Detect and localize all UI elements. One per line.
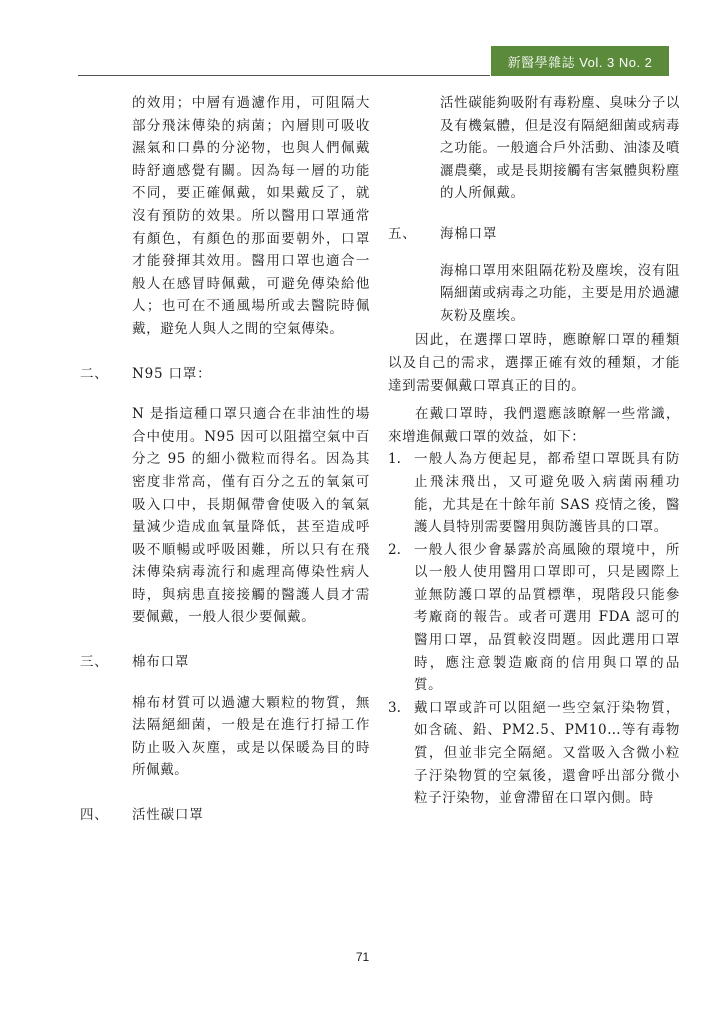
left-column xyxy=(80,92,370,827)
section-3-number: 三、 xyxy=(80,654,109,671)
list-item xyxy=(388,539,680,697)
list-item-number: 3. xyxy=(388,699,401,716)
section-2-title: N95 口罩： xyxy=(132,365,212,382)
section-4-body: 活性碳能夠吸附有毒粉塵、臭味分子以及有機氣體，但是沒有隔絕細菌或病毒之功能。一般適合戶外活動、油漆及噴灑農藥，或是長期接觸有害氣體與粉塵的人所佩戴。 xyxy=(440,95,680,202)
journal-title: 新醫學雜誌 Vol. 3 No. 2 xyxy=(507,54,653,70)
section-5-title: 海棉口罩 xyxy=(440,225,498,242)
selection-paragraph: 因此，在選擇口罩時，應瞭解口罩的種類以及自己的需求，選擇正確有效的種類，才能達到需要佩戴口罩真正的目的。 xyxy=(388,332,680,394)
section-2-body: N 是指這種口罩只適合在非油性的場合中使用。N95 因可以阻擋空氣中百分之 95 的細小微粒而得名。因為其密度非常高，僅有百分之五的氧氣可吸入口中，長期佩帶會使吸入的氧氣量減少造成血氧量降低，甚至造成呼吸不順暢或呼吸困難，所以只有在飛沫傳染病毒流行和處理高傳染性病人時，與病患直接接觸的醫護人員才需要佩戴，一般人很少要佩戴。 xyxy=(132,406,370,626)
section-5-number: 五、 xyxy=(388,225,417,242)
list-item xyxy=(388,697,680,810)
section-4-heading xyxy=(80,804,370,827)
section-5-heading xyxy=(388,223,680,246)
section-3-heading xyxy=(80,651,370,674)
intro-paragraph: 的效用；中層有過濾作用，可阻隔大部分飛沫傳染的病菌；內層則可吸收濕氣和口鼻的分泌物，也與人們佩戴時舒適感覺有關。因為每一層的功能不同，要正確佩戴，如果戴反了，就沒有預防的效果。所以醫用口罩通常有顏色，有顏色的那面要朝外，口罩才能發揮其效用。醫用口罩也適合一般人在感冒時佩戴，可避免傳染給他人；也可在不通風場所或去醫院時佩戴，避免人與人之間的空氣傳染。 xyxy=(132,95,370,337)
page-number: 71 xyxy=(355,950,370,964)
list-item-text: 一般人很少會暴露於高風險的環境中，所以一般人使用醫用口罩即可，只是國際上並無防護口罩的品質標準，現階段只能參考廠商的報告。或者可選用 FDA 認可的醫用口罩，品質較沒問題。因此選用口罩時，應注意製造廠商的信用與口罩的品質。 xyxy=(414,541,680,694)
list-item-text: 一般人為方便起見，都希望口罩既具有防止飛沫飛出，又可避免吸入病菌兩種功能，尤其是在十餘年前 SAS 疫情之後，醫護人員特別需要醫用與防護皆具的口罩。 xyxy=(414,451,680,536)
list-item-number: 1. xyxy=(388,451,401,468)
right-column xyxy=(388,92,680,810)
tips-list xyxy=(388,448,680,810)
section-3-title: 棉布口罩 xyxy=(132,654,190,671)
section-5-body: 海棉口罩用來阻隔花粉及塵埃，沒有阻隔細菌或病毒之功能，主要是用於過濾灰粉及塵埃。 xyxy=(440,262,680,324)
list-item-number: 2. xyxy=(388,541,401,558)
tips-intro-paragraph: 在戴口罩時，我們還應該瞭解一些常識，來增進佩戴口罩的效益，如下： xyxy=(388,406,680,445)
section-2-number: 二、 xyxy=(80,365,109,382)
section-2-heading xyxy=(80,363,370,386)
journal-badge xyxy=(491,46,669,76)
list-item xyxy=(388,448,680,538)
list-item-text: 戴口罩或許可以阻絕一些空氣汙染物質，如含硫、鉛、PM2.5、PM10…等有毒物質，但並非完全隔絕。又當吸入含微小粒子汙染物質的空氣後，還會呼出部分微小粒子汙染物，並會滯留在口罩內側。時 xyxy=(414,699,680,807)
section-4-title: 活性碳口罩 xyxy=(132,807,204,824)
header-rule xyxy=(78,75,490,76)
section-4-number: 四、 xyxy=(80,807,109,824)
section-3-body: 棉布材質可以過濾大顆粒的物質，無法隔絕細菌，一般是在進行打掃工作防止吸入灰塵，或是以保暖為目的時所佩戴。 xyxy=(132,694,370,779)
